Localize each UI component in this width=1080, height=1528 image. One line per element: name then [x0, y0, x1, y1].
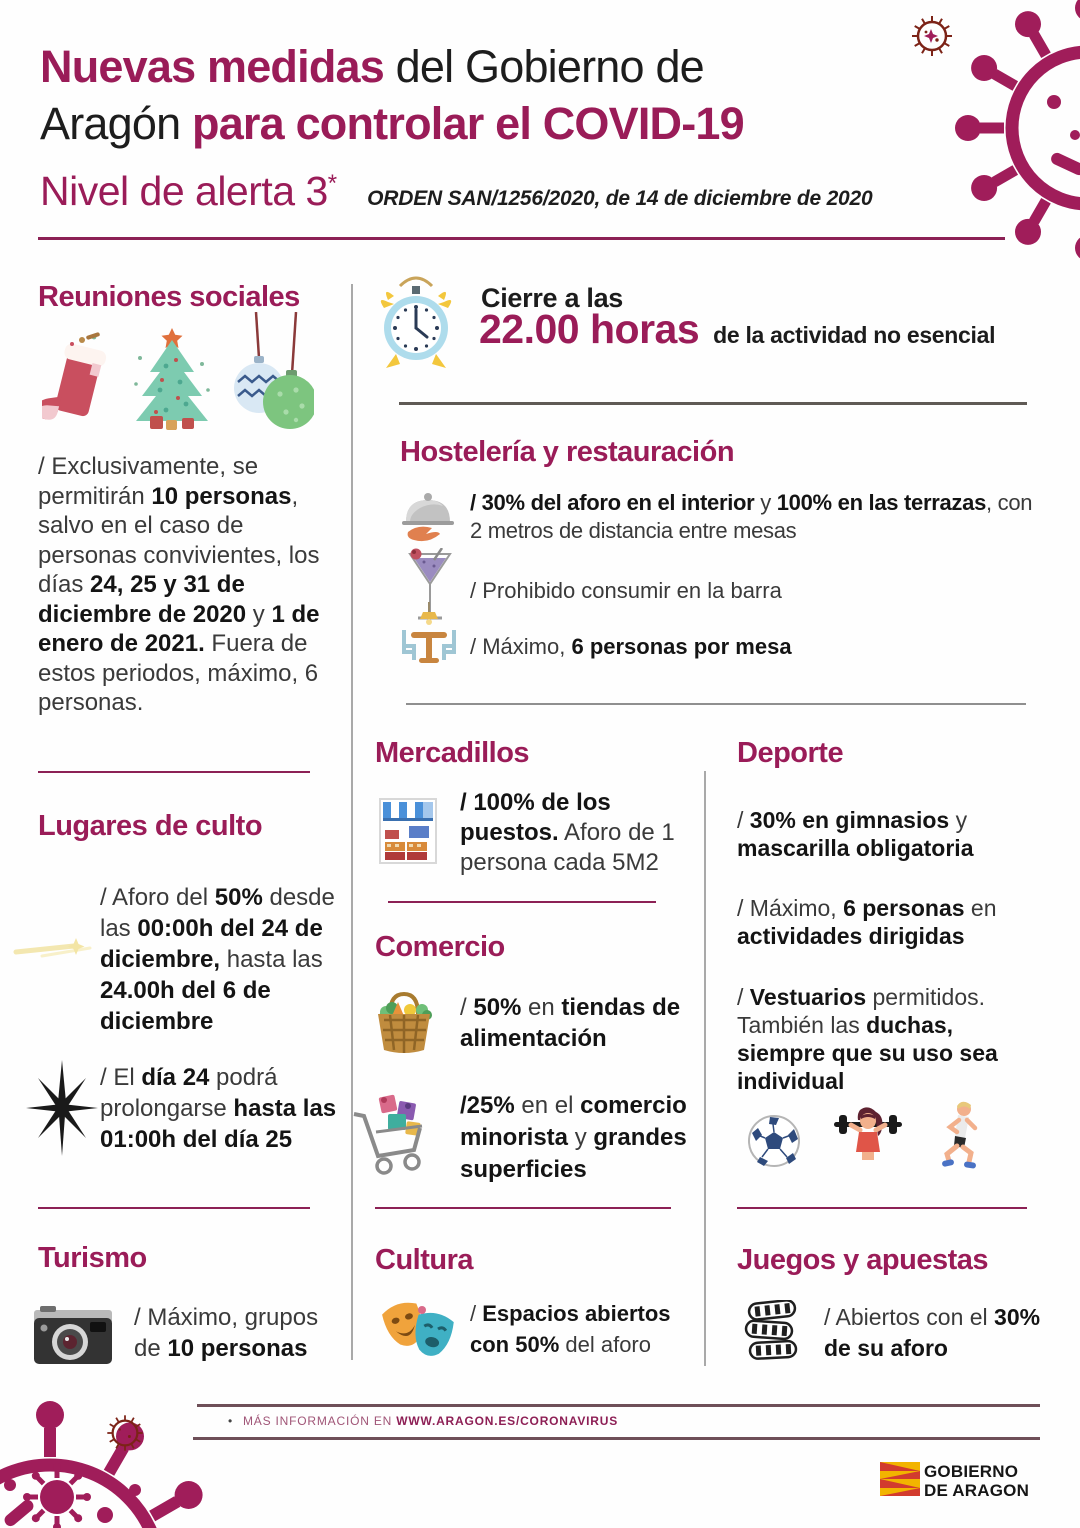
page-title: [40, 38, 744, 152]
footer-info-url: WWW.ARAGON.ES/CORONAVIRUS: [396, 1414, 619, 1428]
section-title-hosteleria: Hostelería y restauración: [400, 436, 735, 468]
gobierno-logo: [924, 1462, 1029, 1500]
deporte-item-3: / Vestuarios permitidos. También las duchas, siempre que su uso sea individual: [737, 984, 998, 1094]
section-title-turismo: Turismo: [38, 1242, 147, 1274]
deporte-item-2: / Máximo, 6 personas en actividades dirigidas: [737, 895, 997, 949]
cierre-line1: Cierre a las: [481, 283, 623, 313]
section-title-comercio: Comercio: [375, 931, 505, 963]
section-title-lugares: Lugares de culto: [38, 810, 263, 842]
alert-level-row: [40, 168, 872, 215]
divider-mercadillos: [388, 901, 656, 903]
reuniones-body: / Exclusivamente, se permitirán 10 personas, salvo en el caso de personas convivientes, los días 24, 25 y 31 de diciembre de 2020 y 1 de enero de 2021. Fuera de estos periodos, máximo, 6 personas.: [38, 453, 320, 716]
hosteleria-item-3: / Máximo, 6 personas por mesa: [470, 634, 792, 659]
poker-chips-icon: [744, 1300, 798, 1364]
market-stall-icon: [379, 798, 437, 864]
shopping-cart-icon: [350, 1088, 434, 1180]
alert-level-label: Nivel de alerta 3: [40, 168, 328, 214]
virus-outline-icon-top: [906, 10, 958, 62]
footer-info: [228, 1414, 618, 1428]
column-divider-left: [351, 284, 353, 1360]
section-title-mercadillos: Mercadillos: [375, 737, 530, 769]
juegos-item: / Abiertos con el 30% de su aforo: [824, 1304, 1041, 1361]
cierre-rest: de la actividad no esencial: [713, 322, 996, 348]
weightlifting-icon: [834, 1106, 902, 1168]
shooting-star-icon: [12, 918, 98, 976]
runner-icon: [932, 1100, 984, 1170]
camera-icon: [34, 1302, 112, 1366]
lugares-item-1: / Aforo del 50% desde las 00:00h del 24 de diciembre, hasta las 24.00h del 6 de diciembre: [100, 884, 335, 1035]
divider-left-1: [38, 771, 310, 773]
divider-cultura: [375, 1207, 671, 1209]
cloche-icon: [398, 488, 458, 546]
page-title-line2: Aragón para controlar el COVID-19: [40, 98, 744, 149]
alarm-clock-icon: [374, 274, 458, 372]
hosteleria-item-2: / Prohibido consumir en la barra: [470, 578, 782, 603]
christmas-tree-icon: [130, 324, 214, 434]
gobierno-logo-line1: GOBIERNO: [924, 1462, 1019, 1481]
christmas-baubles-icon: [226, 312, 314, 432]
gobierno-logo-line2: DE ARAGON: [924, 1481, 1030, 1500]
virus-outline-icon-bottom: [102, 1410, 148, 1456]
comercio-item-1: / 50% en tiendas de alimentación: [460, 994, 681, 1052]
theatre-masks-icon: [378, 1296, 460, 1368]
page-title-line1: Nuevas medidas del Gobierno de: [40, 41, 704, 92]
section-title-reuniones: Reuniones sociales: [38, 281, 300, 313]
section-title-cultura: Cultura: [375, 1244, 473, 1276]
section-title-deporte: Deporte: [737, 737, 844, 769]
lugares-item-2: / El día 24 podrá prolongarse hasta las 01:00h del día 25: [100, 1064, 337, 1153]
divider-hosteleria: [406, 703, 1026, 705]
turismo-item: / Máximo, grupos de 10 personas: [134, 1304, 319, 1362]
footer-bullet: •: [228, 1414, 234, 1428]
cierre-line2: [479, 306, 995, 353]
soccer-ball-icon: [746, 1113, 802, 1169]
deporte-item-1: / 30% en gimnasios y mascarilla obligatoria: [737, 807, 974, 861]
divider-left-2: [38, 1207, 310, 1209]
cierre-time: 22.00 horas: [479, 306, 700, 352]
section-title-juegos: Juegos y apuestas: [737, 1244, 988, 1276]
alert-asterisk: *: [327, 170, 338, 197]
table-chairs-icon: [396, 602, 462, 668]
order-reference: ORDEN SAN/1256/2020, de 14 de diciembre de 2020: [367, 187, 873, 210]
footer-info-prefix: MÁS INFORMACIÓN EN: [243, 1414, 397, 1428]
footer-divider-bottom: [193, 1437, 1040, 1440]
hosteleria-item-1: / 30% del aforo en el interior y 100% en las terrazas, con 2 metros de distancia entre mesas: [470, 490, 1033, 543]
divider-juegos: [737, 1207, 1027, 1209]
mercadillos-item: / 100% de los puestos. Aforo de 1 persona cada 5M2: [460, 789, 675, 876]
cultura-item: / Espacios abiertos con 50% del aforo: [470, 1301, 671, 1357]
comercio-item-2: /25% en el comercio minorista y grandes superficies: [460, 1092, 687, 1183]
divider-cierre: [399, 402, 1027, 405]
aragon-flag-icon: [880, 1462, 920, 1496]
column-divider-right: [704, 771, 706, 1366]
shopping-basket-icon: [374, 986, 434, 1056]
star-icon: [24, 1058, 100, 1158]
christmas-stocking-icon: [42, 330, 114, 432]
header-divider: [38, 237, 1005, 240]
footer-divider-top: [197, 1404, 1040, 1407]
